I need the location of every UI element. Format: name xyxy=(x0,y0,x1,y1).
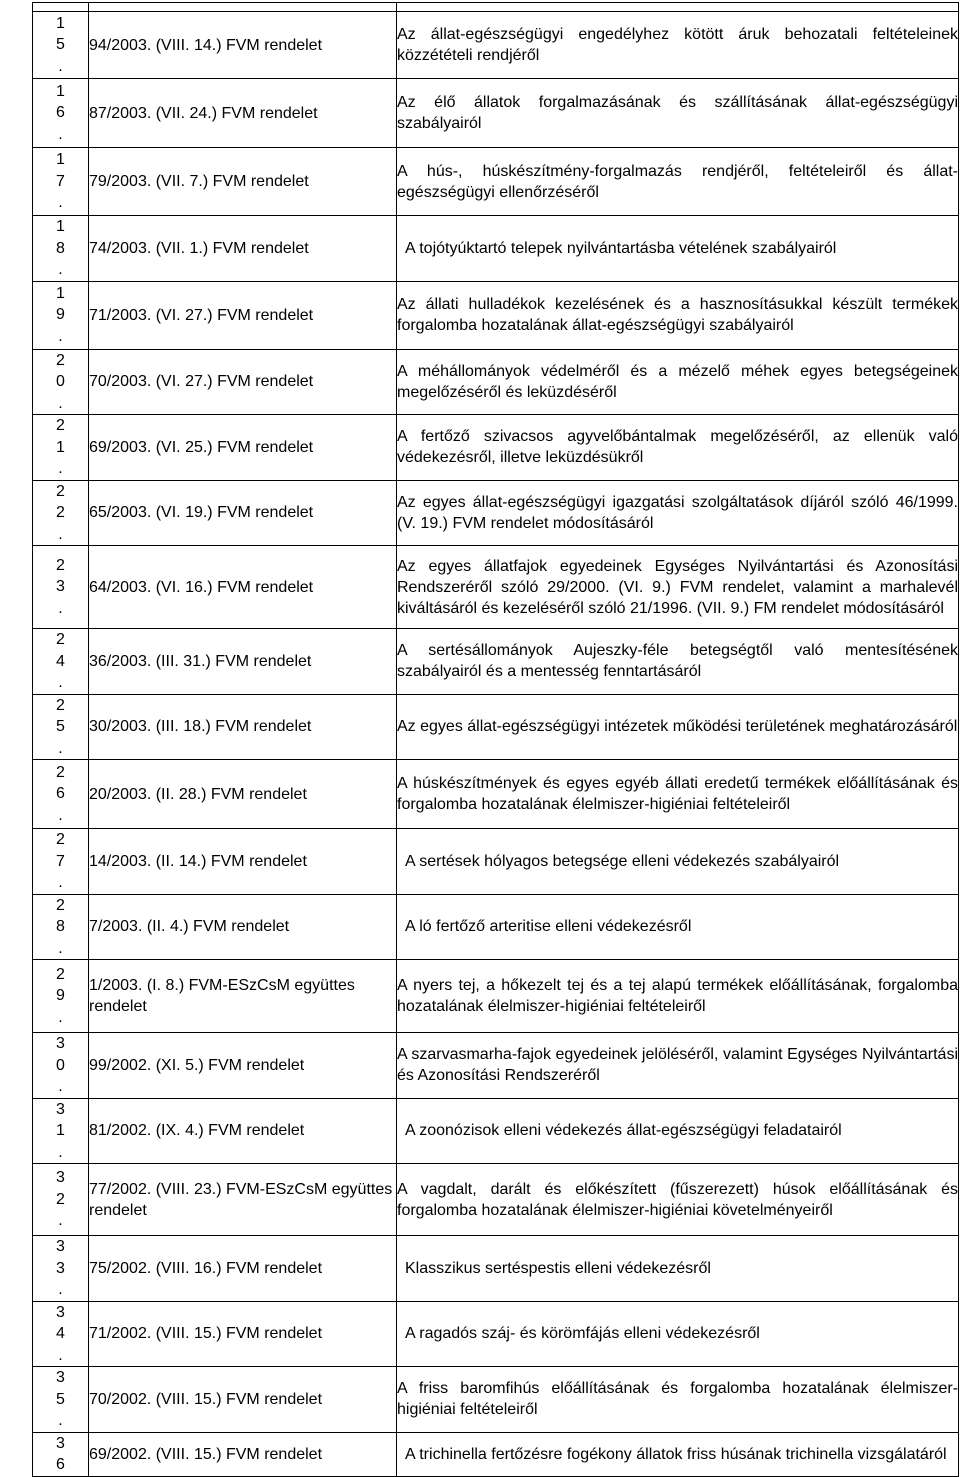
regulation-table xyxy=(32,2,959,1477)
row-number: 2 8 . xyxy=(33,894,89,960)
regulation-reference: 30/2003. (III. 18.) FVM rendelet xyxy=(89,694,397,760)
table-row xyxy=(33,1164,959,1236)
regulation-title: A szarvasmarha-fajok egyedeinek jelöléséről, valamint Egységes Nyilvántartási és Azonosítási Rendszeréről xyxy=(397,1033,959,1099)
table-row xyxy=(33,760,959,829)
top-cell-desc xyxy=(397,3,959,12)
row-number: 2 6 . xyxy=(33,760,89,829)
regulation-reference: 7/2003. (II. 4.) FVM rendelet xyxy=(89,894,397,960)
row-number: 2 0 . xyxy=(33,349,89,415)
regulation-reference: 81/2002. (IX. 4.) FVM rendelet xyxy=(89,1098,397,1164)
regulation-title: A zoonózisok elleni védekezés állat-egészségügyi feladatairól xyxy=(397,1098,959,1164)
row-number: 1 7 . xyxy=(33,148,89,216)
table-row xyxy=(33,960,959,1033)
regulation-title: Az egyes állatfajok egyedeinek Egységes Nyilvántartási és Azonosítási Rendszeréről szóló 29/2000. (VI. 9.) FVM rendelet, valamint a marhalevél kiváltásáról és kezeléséről szóló 21/1996. (VII. 9.) FM rendelet módosításáról xyxy=(397,546,959,629)
table-row xyxy=(33,629,959,695)
regulation-title: Klasszikus sertéspestis elleni védekezésről xyxy=(397,1236,959,1302)
regulation-title: A fertőző szivacsos agyvelőbántalmak megelőzéséről, az ellenük való védekezésről, illetve leküzdésükről xyxy=(397,415,959,481)
row-number: 3 3 . xyxy=(33,1236,89,1302)
regulation-title: Az állati hulladékok kezelésének és a hasznosításukkal készült termékek forgalomba hozatalának állat-egészségügyi szabályairól xyxy=(397,281,959,349)
regulation-title: A hús-, húskészítmény-forgalmazás rendjéről, feltételeiről és állat-egészségügyi ellenőrzéséről xyxy=(397,148,959,216)
row-number: 3 5 . xyxy=(33,1367,89,1433)
regulation-reference: 71/2003. (VI. 27.) FVM rendelet xyxy=(89,281,397,349)
row-number: 2 9 . xyxy=(33,960,89,1033)
row-number: 3 0 . xyxy=(33,1033,89,1099)
regulation-title: A ragadós száj- és körömfájás elleni védekezésről xyxy=(397,1301,959,1367)
regulation-reference: 70/2003. (VI. 27.) FVM rendelet xyxy=(89,349,397,415)
regulation-title: A sertésállományok Aujeszky-féle betegségtől való mentesítésének szabályairól és a mentesség fenntartásáról xyxy=(397,629,959,695)
table-row xyxy=(33,1098,959,1164)
regulation-title: A tojótyúktartó telepek nyilvántartásba vételének szabályairól xyxy=(397,216,959,282)
regulation-reference: 87/2003. (VII. 24.) FVM rendelet xyxy=(89,79,397,148)
table-row xyxy=(33,894,959,960)
row-number: 2 4 . xyxy=(33,629,89,695)
regulation-table-body xyxy=(33,3,959,1477)
regulation-reference: 65/2003. (VI. 19.) FVM rendelet xyxy=(89,480,397,546)
table-row xyxy=(33,79,959,148)
regulation-reference: 1/2003. (I. 8.) FVM-ESzCsM együttes rendelet xyxy=(89,960,397,1033)
regulation-title: Az állat-egészségügyi engedélyhez kötött áruk behozatali feltételeinek közzétételi rendjéről xyxy=(397,12,959,79)
regulation-title: A húskészítmények és egyes egyéb állati eredetű termékek előállításának és forgalomba hozatalának élelmiszer-higiéniai feltételeiről xyxy=(397,760,959,829)
regulation-reference: 94/2003. (VIII. 14.) FVM rendelet xyxy=(89,12,397,79)
table-row xyxy=(33,349,959,415)
regulation-reference: 14/2003. (II. 14.) FVM rendelet xyxy=(89,829,397,895)
regulation-title: Az egyes állat-egészségügyi intézetek működési területének meghatározásáról xyxy=(397,694,959,760)
regulation-reference: 77/2002. (VIII. 23.) FVM-ESzCsM együttes rendelet xyxy=(89,1164,397,1236)
table-row xyxy=(33,694,959,760)
regulation-title: Az élő állatok forgalmazásának és szállításának állat-egészségügyi szabályairól xyxy=(397,79,959,148)
table-top-row xyxy=(33,3,959,12)
row-number: 2 3 . xyxy=(33,546,89,629)
table-row xyxy=(33,415,959,481)
row-number: 3 4 . xyxy=(33,1301,89,1367)
regulation-reference: 69/2002. (VIII. 15.) FVM rendelet xyxy=(89,1432,397,1476)
table-row xyxy=(33,1033,959,1099)
regulation-reference: 36/2003. (III. 31.) FVM rendelet xyxy=(89,629,397,695)
row-number: 2 1 . xyxy=(33,415,89,481)
row-number: 1 8 . xyxy=(33,216,89,282)
regulation-title: A trichinella fertőzésre fogékony állatok friss húsának trichinella vizsgálatáról xyxy=(397,1432,959,1476)
regulation-title: A sertések hólyagos betegsége elleni védekezés szabályairól xyxy=(397,829,959,895)
regulation-reference: 71/2002. (VIII. 15.) FVM rendelet xyxy=(89,1301,397,1367)
regulation-title: A vagdalt, darált és előkészített (fűszerezett) húsok előállításának és forgalomba hozatalának élelmiszer-higiéniai követelményeiről xyxy=(397,1164,959,1236)
row-number: 2 7 . xyxy=(33,829,89,895)
regulation-title: A nyers tej, a hőkezelt tej és a tej alapú termékek előállításának, forgalomba hozatalának élelmiszer-higiéniai feltételeiről xyxy=(397,960,959,1033)
top-cell-ref xyxy=(89,3,397,12)
top-cell-num xyxy=(33,3,89,12)
regulation-reference: 70/2002. (VIII. 15.) FVM rendelet xyxy=(89,1367,397,1433)
regulation-reference: 20/2003. (II. 28.) FVM rendelet xyxy=(89,760,397,829)
regulation-reference: 75/2002. (VIII. 16.) FVM rendelet xyxy=(89,1236,397,1302)
regulation-table-container xyxy=(32,2,958,1477)
row-number: 2 5 . xyxy=(33,694,89,760)
row-number: 3 1 . xyxy=(33,1098,89,1164)
regulation-reference: 99/2002. (XI. 5.) FVM rendelet xyxy=(89,1033,397,1099)
row-number: 3 2 . xyxy=(33,1164,89,1236)
table-row xyxy=(33,480,959,546)
regulation-title: Az egyes állat-egészségügyi igazgatási szolgáltatások díjáról szóló 46/1999. (V. 19.) FVM rendelet módosításáról xyxy=(397,480,959,546)
table-row xyxy=(33,281,959,349)
regulation-reference: 69/2003. (VI. 25.) FVM rendelet xyxy=(89,415,397,481)
regulation-reference: 79/2003. (VII. 7.) FVM rendelet xyxy=(89,148,397,216)
table-row xyxy=(33,12,959,79)
row-number: 2 2 . xyxy=(33,480,89,546)
table-row xyxy=(33,216,959,282)
regulation-reference: 64/2003. (VI. 16.) FVM rendelet xyxy=(89,546,397,629)
row-number: 3 6 xyxy=(33,1432,89,1476)
table-row xyxy=(33,1432,959,1476)
table-row xyxy=(33,829,959,895)
table-row xyxy=(33,148,959,216)
row-number: 1 6 . xyxy=(33,79,89,148)
row-number: 1 5 . xyxy=(33,12,89,79)
table-row xyxy=(33,1236,959,1302)
table-row xyxy=(33,1301,959,1367)
table-row xyxy=(33,1367,959,1433)
regulation-title: A friss baromfihús előállításának és forgalomba hozatalának élelmiszer-higiéniai feltételeiről xyxy=(397,1367,959,1433)
row-number: 1 9 . xyxy=(33,281,89,349)
regulation-title: A méhállományok védelméről és a mézelő méhek egyes betegségeinek megelőzéséről és leküzdéséről xyxy=(397,349,959,415)
regulation-reference: 74/2003. (VII. 1.) FVM rendelet xyxy=(89,216,397,282)
regulation-title: A ló fertőző arteritise elleni védekezésről xyxy=(397,894,959,960)
table-row xyxy=(33,546,959,629)
